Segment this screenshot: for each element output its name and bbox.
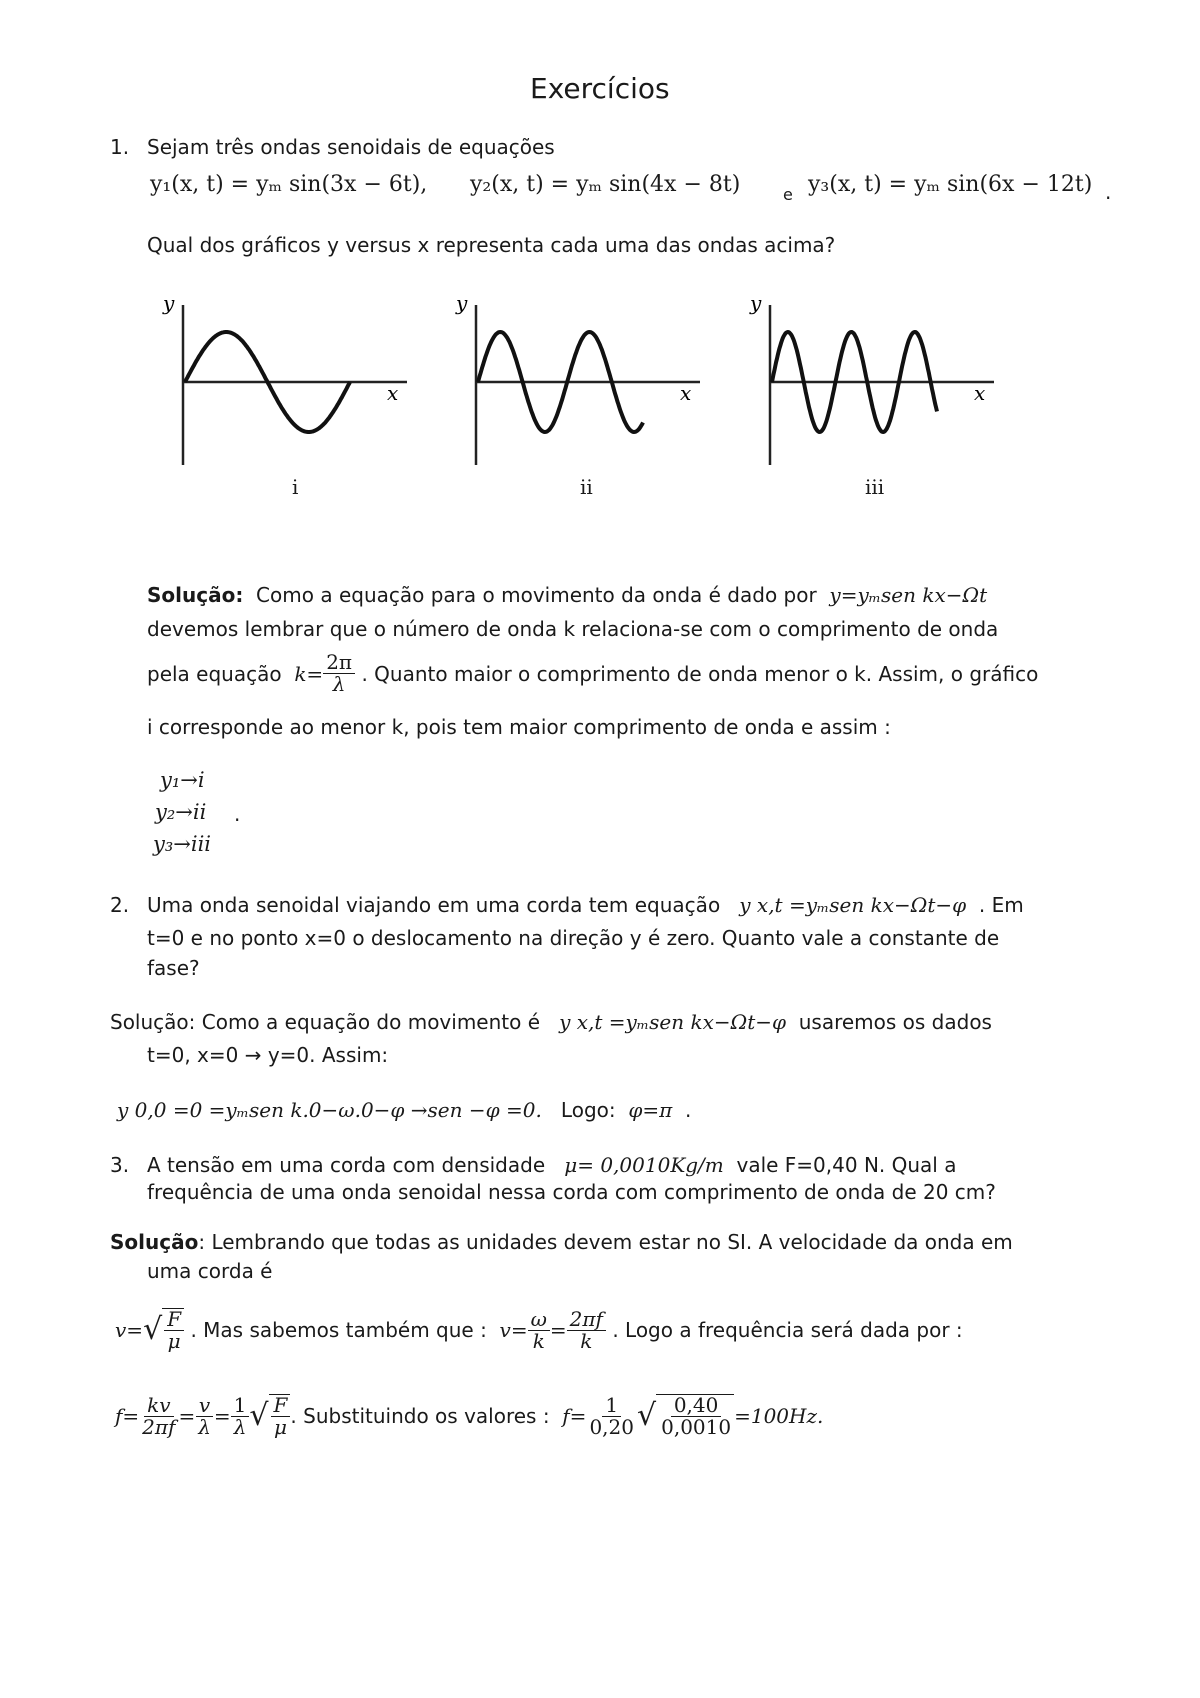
q1-question: Qual dos gráficos y versus x representa cada uma das ondas acima? <box>147 233 836 257</box>
q3-sol-line2: uma corda é <box>147 1259 273 1283</box>
graph-iii <box>742 290 1002 500</box>
q3-2pif: 2πf <box>567 1309 606 1331</box>
q3-sqrt1-num: F <box>164 1309 184 1331</box>
q3-sqrt2-num: F <box>271 1395 291 1417</box>
q2-sol-logo: Logo: <box>560 1098 616 1122</box>
q2-line3: fase? <box>147 956 200 980</box>
q3-040: 0,40 <box>671 1395 722 1417</box>
graph-i-caption: i <box>292 475 299 499</box>
q1-solution-label: Solução: <box>147 583 244 607</box>
q2-solution-line1 <box>110 1010 992 1034</box>
q1-map-2: y₂→ii <box>155 800 207 824</box>
q3-line1 <box>147 1153 956 1177</box>
q1-sol-frac-den: λ <box>332 672 346 696</box>
q3-k2: k <box>580 1328 593 1353</box>
q1-sol-eq1: y=yₘsen kx−Ωt <box>829 583 988 607</box>
graph-i-svg <box>155 290 415 500</box>
graph-ii-ylabel: y <box>456 291 468 315</box>
q2-sol-eq2: y 0,0 =0 =yₘsen k.0−ω.0−φ →sen −φ =0. <box>117 1098 542 1122</box>
q1-sol-fraction <box>323 652 355 695</box>
q3-line2: frequência de uma onda senoidal nessa corda com comprimento de onda de 20 cm? <box>147 1180 996 1204</box>
q1-sol-line2: devemos lembrar que o número de onda k relaciona-se com o comprimento de onda <box>147 617 999 641</box>
graph-ii <box>448 290 708 500</box>
q3-lambda1: λ <box>198 1414 211 1439</box>
q1-map-3: y₃→iii <box>153 832 212 856</box>
q3-line1a: A tensão em uma corda com densidade <box>147 1153 546 1177</box>
q3-end-text: . Logo a frequência será dada por : <box>612 1318 963 1342</box>
q2-sol-a: Solução: Como a equação do movimento é <box>110 1010 541 1034</box>
q3-v2: v= <box>499 1318 528 1342</box>
q1-eq3-end: . <box>1105 180 1112 204</box>
graph-iii-xlabel: x <box>974 381 986 405</box>
q2-line2: t=0 e no ponto x=0 o deslocamento na direção y é zero. Quanto vale a constante de <box>147 926 1000 950</box>
q3-frac-1-lambda <box>231 1392 250 1439</box>
q3-one: 1 <box>231 1395 250 1417</box>
graph-iii-svg <box>742 290 1002 500</box>
q3-lambda2: λ <box>233 1414 247 1439</box>
q3-velocity-line <box>115 1308 963 1352</box>
graph-iii-caption: iii <box>865 475 885 499</box>
q2-eq: y x,t =yₘsen kx−Ωt−φ <box>739 893 967 917</box>
graph-ii-caption: ii <box>580 475 593 499</box>
q2-sol-end: . <box>684 1098 692 1122</box>
q1-sol-frac-num: 2π <box>323 652 355 674</box>
q3-eq-sign: = <box>549 1318 567 1342</box>
q3-sol-line1: : Lembrando que todas as unidades devem estar no SI. A velocidade da onda em <box>198 1230 1013 1254</box>
q1-map-2-end: . <box>234 802 241 826</box>
graph-i-ylabel: y <box>163 291 175 315</box>
q1-conj: e <box>783 185 793 204</box>
q3-f-eq: f= <box>115 1404 140 1428</box>
graph-iii-ylabel: y <box>750 291 762 315</box>
graph-ii-svg <box>448 290 708 500</box>
q1-sol-line4: i corresponde ao menor k, pois tem maior comprimento de onda e assim : <box>147 715 891 739</box>
q1-eq3: y₃(x, t) = yₘ sin(6x − 12t) <box>808 172 1093 197</box>
q1-sol-line3b: . Quanto maior o comprimento de onda menor o k. Assim, o gráfico <box>361 661 1039 686</box>
q3-sqrt-2: √ $\frac{F}{\mu}$ <box>249 1394 290 1438</box>
q2-sol-phi: φ=π <box>628 1098 673 1122</box>
q3-subst-text: . Substituindo os valores : <box>290 1404 550 1428</box>
q1-number: 1. <box>110 135 130 159</box>
q3-mu: μ= 0,0010Kg/m <box>564 1153 724 1177</box>
q3-0010: 0,0010 <box>661 1415 732 1439</box>
q3-sqrt-3: √ $\frac{0,40}{0,0010}$ <box>637 1394 734 1438</box>
q3-number: 3. <box>110 1153 130 1177</box>
q1-map-1: y₁→i <box>160 768 205 792</box>
q2-sol-eq: y x,t =yₘsen kx−Ωt−φ <box>559 1010 786 1034</box>
q3-frac-omega <box>528 1306 550 1353</box>
q3-line1b: vale F=0,40 N. Qual a <box>736 1153 957 1177</box>
q3-kv: kv <box>144 1395 173 1417</box>
q1-sol-line3 <box>147 652 1038 695</box>
q1-eq2: y₂(x, t) = yₘ sin(4x − 8t) <box>470 172 741 197</box>
q3-020: 0,20 <box>589 1414 634 1439</box>
q1-sol-k: k= <box>294 661 324 686</box>
q3-v-eq: v= <box>115 1318 144 1342</box>
q3-sol-label: Solução <box>110 1230 199 1254</box>
q3-v: v <box>196 1395 213 1417</box>
q3-result: =100Hz. <box>734 1404 824 1428</box>
q3-mid-text: . Mas sabemos também que : <box>190 1318 487 1342</box>
q3-solution-line1 <box>110 1230 1013 1254</box>
q1-sol-line3a: pela equação <box>147 661 282 686</box>
graph-i-xlabel: x <box>387 381 399 405</box>
page-title: Exercícios <box>530 72 670 105</box>
q3-2pif2: 2πf <box>142 1414 176 1439</box>
q2-sol-line2: t=0, x=0 → y=0. Assim: <box>147 1043 389 1067</box>
q1-eq1: y₁(x, t) = yₘ sin(3x − 6t), <box>150 172 428 197</box>
q3-omega: ω <box>528 1309 550 1331</box>
q2-line1b: . Em <box>978 893 1024 917</box>
graph-i <box>155 290 415 500</box>
q3-one2: 1 <box>602 1395 621 1417</box>
q3-frac-1-020 <box>586 1392 637 1439</box>
q2-sol-b: usaremos os dados <box>798 1010 992 1034</box>
q3-sqrt-1: √ $\frac{F}{\mu}$ <box>143 1308 184 1352</box>
q2-line1a: Uma onda senoidal viajando em uma corda tem equação <box>147 893 721 917</box>
q1-solution-line1 <box>147 583 987 607</box>
q2-number: 2. <box>110 893 130 917</box>
q3-frac-2pif <box>567 1306 606 1353</box>
q2-line1 <box>147 893 1024 917</box>
q3-sqrt1-den: μ <box>167 1329 181 1353</box>
q3-k1: k <box>532 1328 545 1353</box>
q1-intro: Sejam três ondas senoidais de equações <box>147 135 555 159</box>
q3-f-eq2: f= <box>562 1404 587 1428</box>
graph-ii-xlabel: x <box>680 381 692 405</box>
q3-frac-kv <box>139 1392 178 1439</box>
q2-sol-line3 <box>117 1098 691 1122</box>
q1-sol-text1: Como a equação para o movimento da onda é dado por <box>256 583 817 607</box>
q3-sqrt2-den: μ <box>273 1415 287 1439</box>
q3-frequency-line: f= $\frac{kv}{2\pi f}$ = $\frac{v}{\lambda}$ = $\frac{1}{\lambda}$ √ $\frac{F}{\mu}$ . Substituindo os valores : f= $\frac{1}{0,20}$ √ $\frac{0,40}{0,0010}$ =100Hz. <box>115 1392 824 1439</box>
q3-frac-v-lambda <box>195 1392 214 1439</box>
